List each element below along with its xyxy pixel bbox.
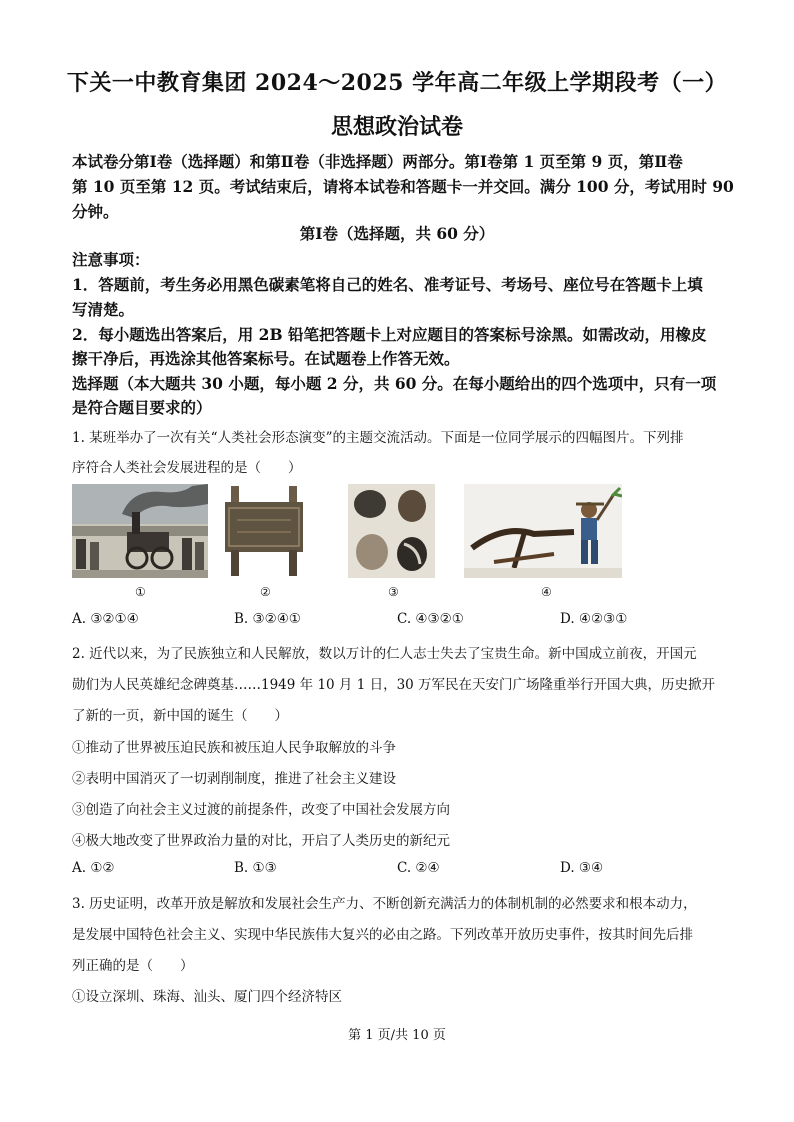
intro-line-3: 分钟。	[72, 202, 119, 221]
q3-stem-line-3: 列正确的是（ ）	[72, 958, 194, 974]
q2-statement-2: ②表明中国消灭了一切剥削制度，推进了社会主义建设	[72, 771, 396, 787]
note-2-line-2: 擦干净后，再选涂其他答案标号。在试题卷上作答无效。	[72, 349, 460, 368]
note-1-line-2: 写清楚。	[72, 300, 135, 319]
q2-option-a[interactable]: A. ①②	[72, 860, 115, 876]
exam-title: 下关一中教育集团 2024～2025 学年高二年级上学期段考（一）	[66, 70, 728, 96]
q3-statement-1: ①设立深圳、珠海、汕头、厦门四个经济特区	[72, 989, 342, 1005]
q2-option-b[interactable]: B. ①③	[234, 860, 277, 876]
q1-picture-2-label: ②	[260, 585, 271, 599]
choice-intro-line-2: 是符合题目要求的）	[72, 398, 212, 417]
intro-line-2: 第 10 页至第 12 页。考试结束后，请将本试卷和答题卡一并交回。满分 100 分，考试用时 90	[72, 177, 734, 196]
exam-subject: 思想政治试卷	[330, 114, 463, 140]
q1-option-d[interactable]: D. ④②③①	[560, 611, 628, 627]
note-2-line-1: 2．每小题选出答案后，用 2B 铅笔把答题卡上对应题目的答案标号涂黑。如需改动，用橡皮	[72, 325, 707, 344]
q3-stem-line-1: 3. 历史证明，改革开放是解放和发展社会生产力、不断创新充满活力的体制机制的必然要求和根本动力，	[72, 896, 697, 912]
q1-picture-2-bronze-ding	[217, 484, 311, 578]
q1-stem-line-2: 序符合人类社会发展进程的是（ ）	[72, 460, 302, 476]
notes-heading: 注意事项：	[72, 250, 150, 269]
q3-stem-line-2: 是发展中国特色社会主义、实现中华民族伟大复兴的必由之路。下列改革开放历史事件，按其时间先后排	[72, 927, 693, 943]
q1-picture-1-label: ①	[135, 585, 146, 599]
q1-picture-3-label: ③	[388, 585, 399, 599]
q1-picture-4-label: ④	[541, 585, 552, 599]
q1-option-c[interactable]: C. ④③②①	[397, 611, 464, 627]
intro-line-1: 本试卷分第Ⅰ卷（选择题）和第Ⅱ卷（非选择题）两部分。第Ⅰ卷第 1 页至第 9 页，第Ⅱ卷	[72, 152, 683, 171]
note-1-line-1: 1．答题前，考生务必用黑色碳素笔将自己的姓名、准考证号、考场号、座位号在答题卡上填	[72, 275, 703, 294]
q2-statement-3: ③创造了向社会主义过渡的前提条件，改变了中国社会发展方向	[72, 802, 450, 818]
q1-option-a[interactable]: A. ③②①④	[72, 611, 139, 627]
section-title: 第Ⅰ卷（选择题，共 60 分）	[299, 224, 495, 243]
q1-picture-3-stone-tools	[348, 484, 435, 578]
q1-option-b[interactable]: B. ③②④①	[234, 611, 301, 627]
q2-option-c[interactable]: C. ②④	[397, 860, 440, 876]
q2-statement-4: ④极大地改变了世界政治力量的对比，开启了人类历史的新纪元	[72, 833, 450, 849]
q2-stem-line-3: 了新的一页，新中国的诞生（ ）	[72, 708, 288, 724]
choice-intro-line-1: 选择题（本大题共 30 小题，每小题 2 分，共 60 分。在每小题给出的四个选项中，只有一项	[72, 374, 717, 393]
q1-picture-4-plough-farmer	[464, 484, 622, 578]
q2-stem-line-1: 2. 近代以来，为了民族独立和人民解放，数以万计的仁人志士失去了宝贵生命。新中国成立前夜，开国元	[72, 646, 697, 662]
q1-picture-1-steam-train	[72, 484, 208, 578]
q2-stem-line-2: 勋们为人民英雄纪念碑奠基……1949 年 10 月 1 日，30 万军民在天安门广场隆重举行开国大典，历史掀开	[72, 677, 716, 693]
q2-option-d[interactable]: D. ③④	[560, 860, 604, 876]
q2-statement-1: ①推动了世界被压迫民族和被压迫人民争取解放的斗争	[72, 740, 396, 756]
q1-stem-line-1: 1. 某班举办了一次有关“人类社会形态演变”的主题交流活动。下面是一位同学展示的四幅图片。下列排	[72, 430, 684, 446]
page-footer: 第 1 页/共 10 页	[348, 1028, 446, 1043]
